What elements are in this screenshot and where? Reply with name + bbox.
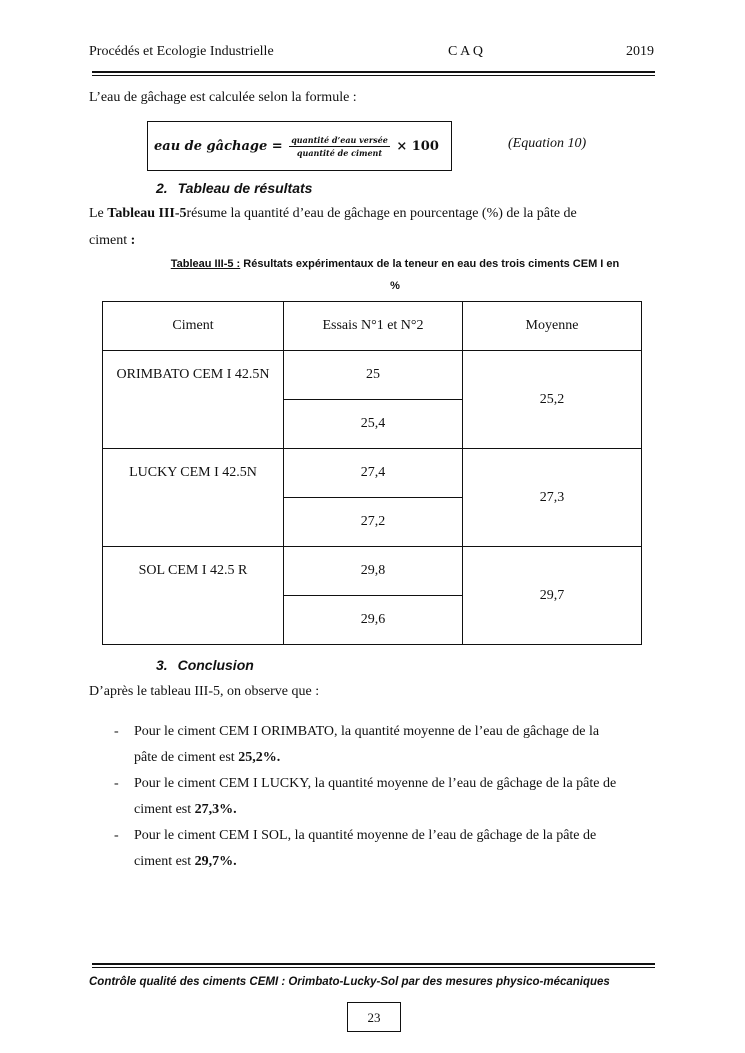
header-right: 2019 xyxy=(626,44,654,59)
section-2-title: Tableau de résultats xyxy=(177,180,313,196)
bullet-dash: - xyxy=(114,776,119,791)
footer-text: Contrôle qualité des ciments CEMI : Orimbato-Lucky-Sol par des mesures physico-mécaniques xyxy=(89,976,610,988)
formula-factor: 100 xyxy=(411,139,439,154)
table-header-row xyxy=(103,302,642,351)
caption-label: Tableau III-5 : xyxy=(170,258,241,270)
formula-numerator: quantité d’eau versée xyxy=(291,135,388,145)
bullet-line2-text: ciment est xyxy=(134,854,195,869)
formula-fraction xyxy=(289,135,390,158)
bullet-line2 xyxy=(134,745,654,771)
table-reference: Tableau III-5 xyxy=(107,206,187,221)
ciment-cell: ORIMBATO CEM I 42.5N xyxy=(103,351,284,449)
ciment-cell: SOL CEM I 42.5 R xyxy=(103,547,284,645)
list-item xyxy=(134,823,654,875)
essai-cell: 29,8 xyxy=(284,547,463,596)
results-table xyxy=(102,301,642,645)
bullet-line1: Pour le ciment CEM I LUCKY, la quantité moyenne de l’eau de gâchage de la pâte de xyxy=(134,776,617,791)
section-3-heading xyxy=(156,657,254,673)
table-caption xyxy=(130,258,660,270)
bullet-value: 25,2%. xyxy=(238,750,281,765)
formula-denominator: quantité de ciment xyxy=(296,148,383,158)
header-essais: Essais N°1 et N°2 xyxy=(284,302,463,351)
caption-text: Résultats expérimentaux de la teneur en eau des trois ciments CEM I en xyxy=(240,258,620,270)
essai-cell: 27,2 xyxy=(284,498,463,547)
header-center: C A Q xyxy=(448,44,484,59)
bullet-dash: - xyxy=(114,828,119,843)
para-rest: résume la quantité d’eau de gâchage en pourcentage (%) de la pâte de xyxy=(186,206,577,221)
list-item xyxy=(134,771,654,823)
table-row xyxy=(103,547,642,596)
para-colon: : xyxy=(130,233,136,248)
essai-cell: 25,4 xyxy=(284,400,463,449)
bullet-dash: - xyxy=(114,724,119,739)
bullet-line1: Pour le ciment CEM I ORIMBATO, la quantité moyenne de l’eau de gâchage de la xyxy=(134,724,600,739)
bullet-line2 xyxy=(134,849,654,875)
bullet-line2-text: ciment est xyxy=(134,802,195,817)
intro-text: L’eau de gâchage est calculée selon la formule : xyxy=(89,90,357,105)
bullet-line2 xyxy=(134,797,654,823)
essai-cell: 29,6 xyxy=(284,596,463,645)
section-3-number: 3. xyxy=(156,657,168,673)
footer-rule-thin xyxy=(92,967,655,968)
moyenne-cell: 25,2 xyxy=(463,351,642,449)
table-row xyxy=(103,351,642,400)
essai-cell: 27,4 xyxy=(284,449,463,498)
section-3-title: Conclusion xyxy=(177,657,254,673)
bullet-line2-text: pâte de ciment est xyxy=(134,750,239,765)
equation-label: (Equation 10) xyxy=(508,136,587,151)
header-rule-thin xyxy=(92,75,655,76)
conclusion-intro: D’après le tableau III-5, on observe que : xyxy=(89,684,320,699)
list-item xyxy=(134,719,654,771)
paragraph-2-line1 xyxy=(89,206,577,222)
formula-lhs: eau de gâchage = xyxy=(154,139,283,154)
paragraph-2-line2 xyxy=(89,233,135,249)
header-rule xyxy=(92,71,655,73)
para-line2: ciment xyxy=(89,233,131,248)
section-2-number: 2. xyxy=(156,180,168,196)
header-ciment: Ciment xyxy=(103,302,284,351)
moyenne-cell: 29,7 xyxy=(463,547,642,645)
formula-times: × xyxy=(396,139,408,154)
bullet-value: 29,7%. xyxy=(194,854,237,869)
ciment-cell: LUCKY CEM I 42.5N xyxy=(103,449,284,547)
essai-cell: 25 xyxy=(284,351,463,400)
para-prefix: Le xyxy=(89,206,108,221)
table-row xyxy=(103,449,642,498)
formula-box xyxy=(147,121,452,171)
formula xyxy=(154,135,439,158)
header-moyenne: Moyenne xyxy=(463,302,642,351)
bullet-line1: Pour le ciment CEM I SOL, la quantité moyenne de l’eau de gâchage de la pâte de xyxy=(134,828,597,843)
header-left: Procédés et Ecologie Industrielle xyxy=(89,44,274,59)
caption-line2: % xyxy=(390,280,400,292)
moyenne-cell: 27,3 xyxy=(463,449,642,547)
section-2-heading xyxy=(156,180,312,196)
bullet-value: 27,3%. xyxy=(194,802,237,817)
page-number: 23 xyxy=(347,1002,401,1032)
footer-rule xyxy=(92,963,655,965)
